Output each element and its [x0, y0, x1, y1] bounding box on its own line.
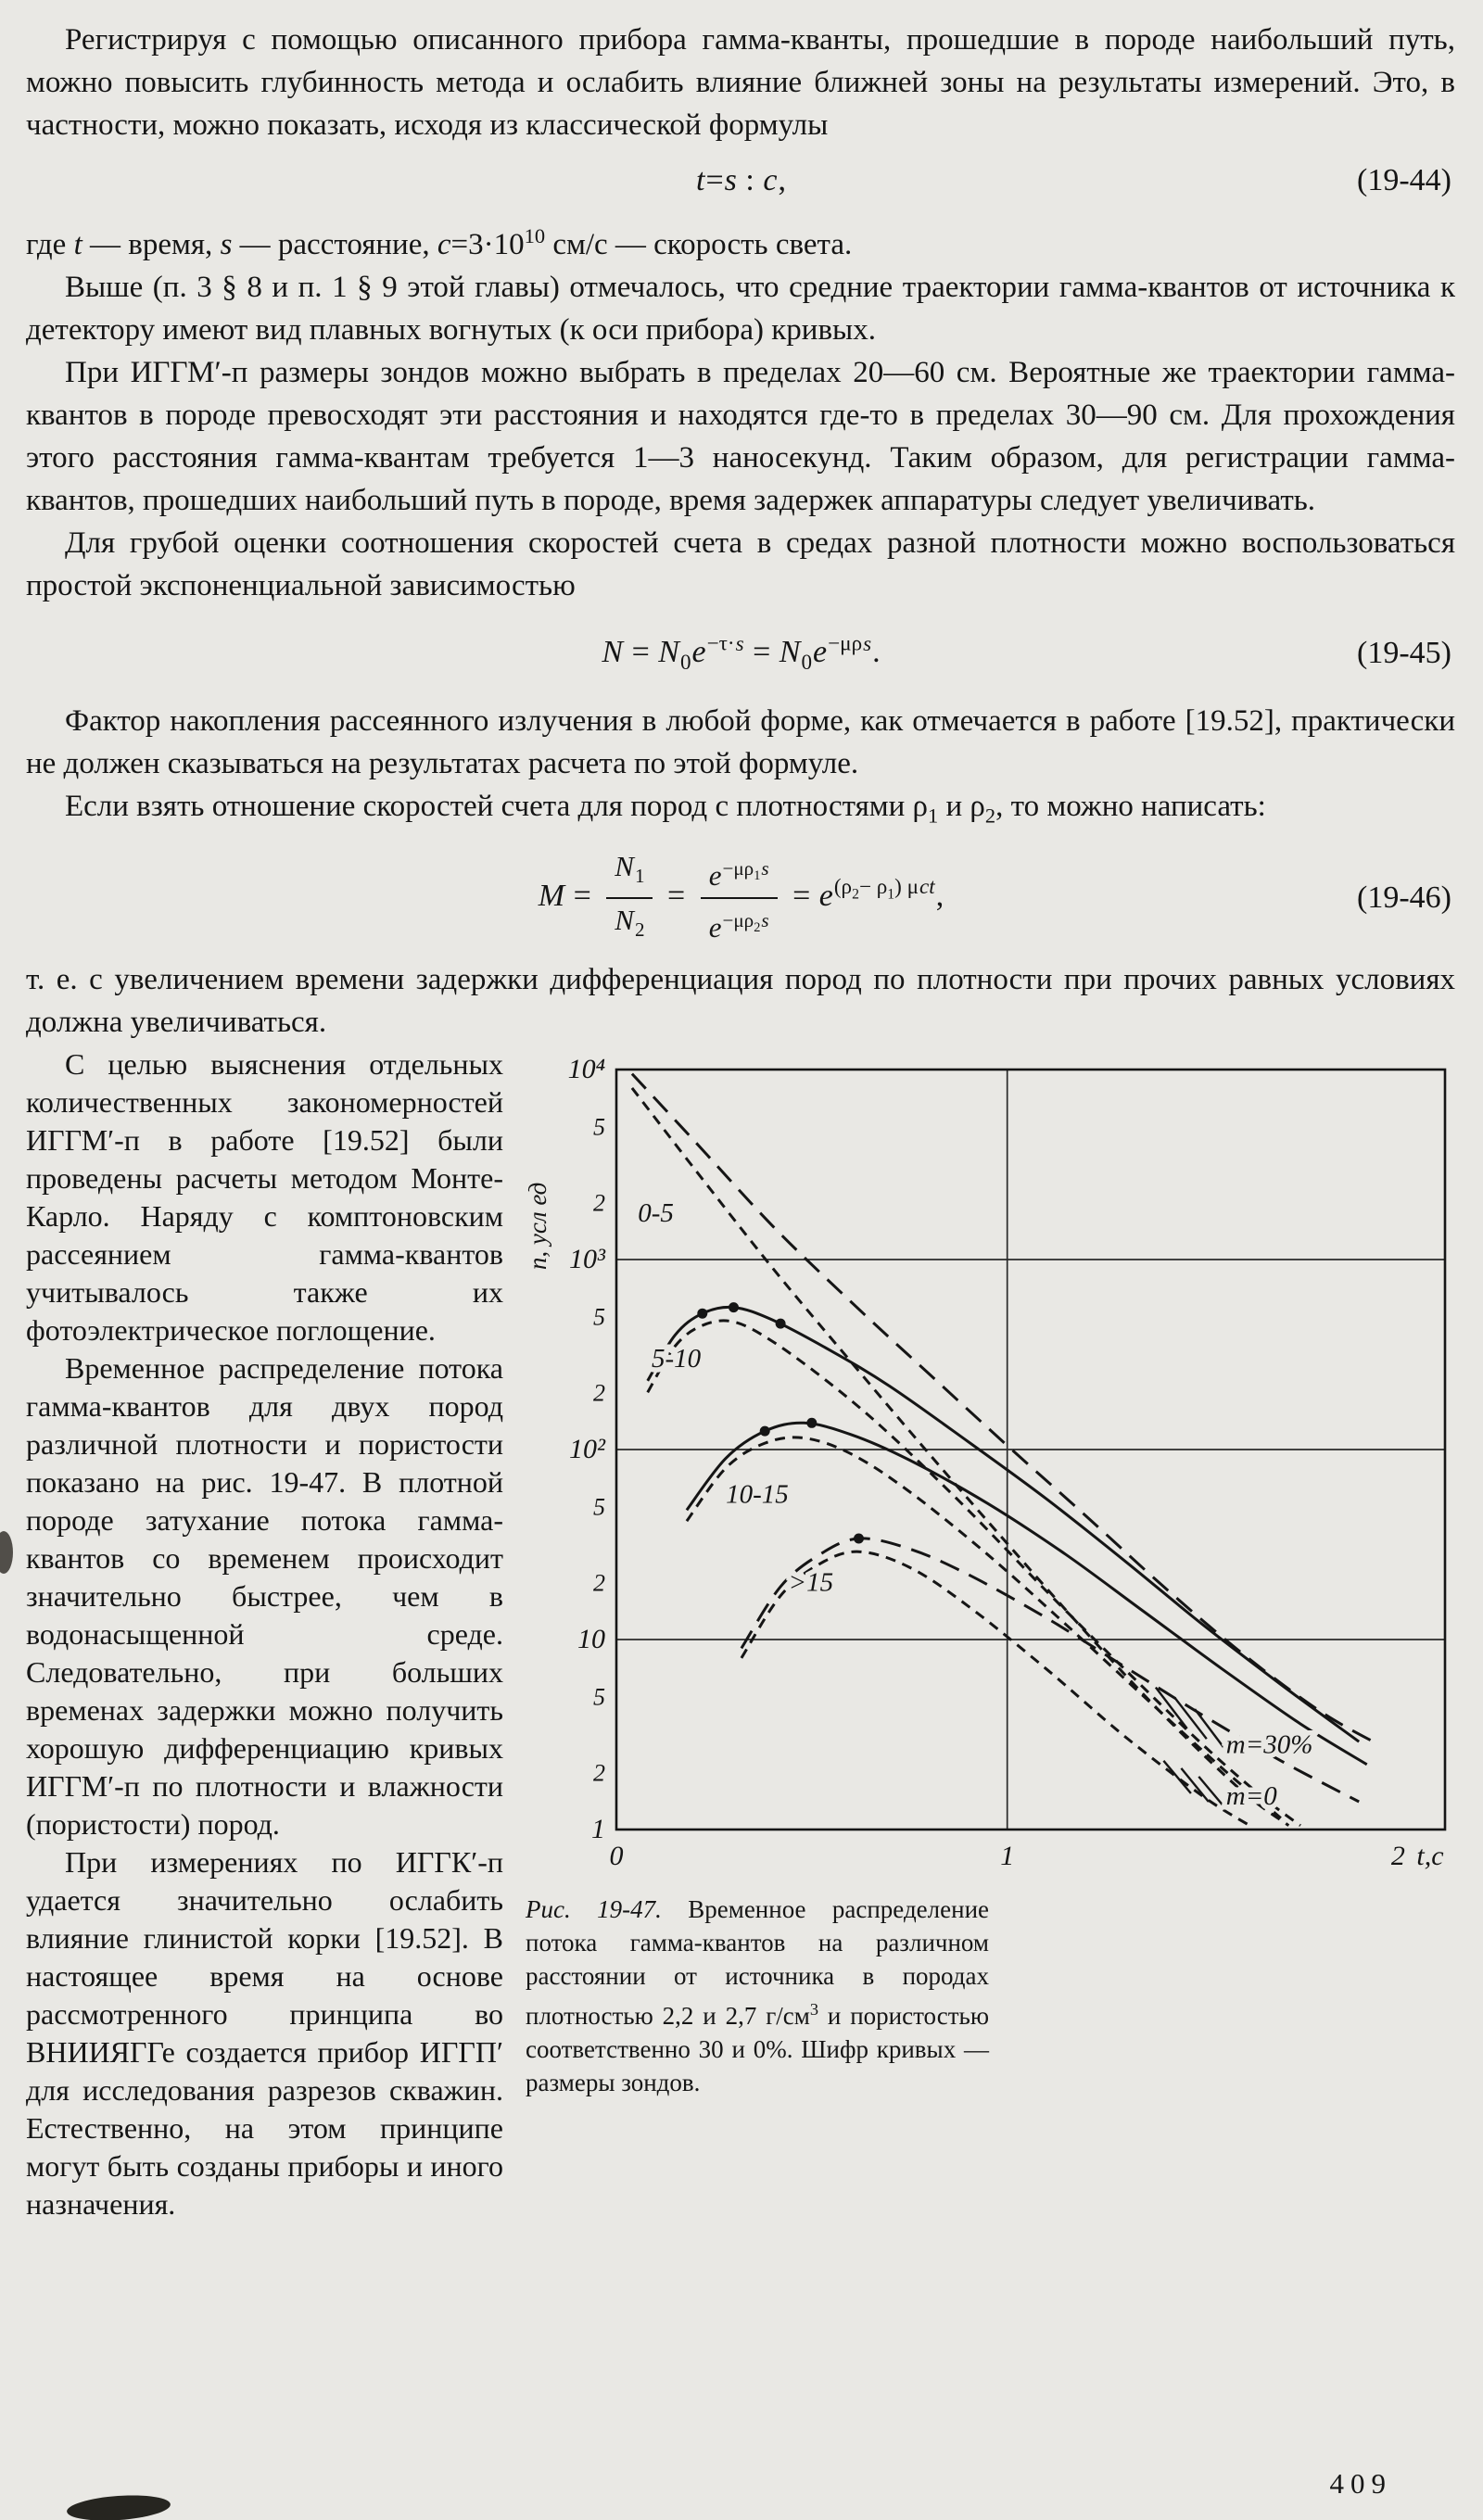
y-tick-label: 2 [593, 1569, 605, 1597]
paragraph-iggm: При ИГГМ′-п размеры зондов можно выбрать в пределах 20—60 см. Вероятные же траектории гамма-квантов в породе превосходят эти расстояния и находятся где-то в пределах 30—90 см. Для прохождения этого расстояния гамма-квантам требуется 1—3 наносекунд. Таким образом, для регистрации гамма-квантов, прошедших наибольший путь в породе, время задержек аппаратуры следует увеличивать. [26, 356, 1455, 517]
x-tick-label: 1 [1000, 1841, 1015, 1872]
y-tick-label: 2 [593, 1189, 605, 1217]
equation-19-46 [26, 849, 1455, 947]
curve-5-10-m=0 [648, 1321, 1300, 1826]
paragraph-estimate: Для грубой оценки соотношения скоростей счета в средах разной плотности можно воспользоваться простой экспоненциальной зависимостью [26, 526, 1455, 602]
scan-artifact [66, 2492, 171, 2520]
equation-19-44-number: (19-44) [1357, 163, 1451, 197]
data-point [806, 1418, 817, 1428]
two-column-section [26, 1045, 1455, 2223]
y-tick-label: 1 [591, 1814, 605, 1845]
y-tick-label: 10⁴ [567, 1054, 605, 1085]
y-tick-label: 10² [569, 1434, 605, 1465]
x-tick-label: 0 [609, 1841, 624, 1872]
data-point [697, 1309, 707, 1319]
y-tick-label: 5 [593, 1683, 605, 1711]
x-axis-title: t,c [1416, 1841, 1444, 1872]
curve->15-m=30% [742, 1539, 1359, 1802]
data-point [729, 1302, 739, 1312]
x-tick-label: 2 [1390, 1841, 1405, 1872]
curve-0-5-m=0 [632, 1088, 1288, 1826]
figure-caption: Рис. 19-47. Временное распределение потока гамма-квантов на различном расстоянии от источника в породах плотностью 2,2 и 2,7 $г/см^3$ и пористостью соответственно 30 и 0%. Шифр кривых — размеры зондов. [526, 1895, 990, 2097]
curve-label: >15 [788, 1567, 834, 1598]
data-point [854, 1534, 864, 1544]
curve-label: m=0 [1225, 1780, 1277, 1811]
figure-column [524, 1045, 1455, 2223]
paragraph-ratio: Если взять отношение скоростей счета для пород с плотностями $\rho_1$ и $\rho_2$, то можно написать: [65, 790, 1266, 828]
y-tick-label: 5 [593, 1303, 605, 1331]
page-number: 409 [1329, 2467, 1392, 2500]
equation-19-44-body: t=s : c, [696, 163, 786, 197]
scan-artifact-small [0, 1531, 13, 1574]
equation-19-46-number: (19-46) [1357, 880, 1451, 915]
equation-19-45 [26, 623, 1455, 684]
curve-5-10-m=30% [648, 1307, 1359, 1741]
curve-label: 5-10 [652, 1344, 702, 1374]
hatch-mark [1163, 1761, 1191, 1793]
curve-label: m=30% [1225, 1729, 1313, 1760]
paragraph-factor: Фактор накопления рассеянного излучения в любой форме, как отмечается в работе [19.52], практически не должен сказываться на результатах расчета по этой формуле. [26, 704, 1455, 781]
figure-19-47-chart [524, 1045, 1454, 1872]
equation-19-44 [26, 159, 1455, 202]
equation-19-45-body: $N = N_0e^{-\tau\cdot s} = N_0e^{-\mu\rho s}$. [602, 632, 881, 676]
curve-label: 0-5 [638, 1198, 674, 1229]
equation-19-46-body: M = $\frac{N_1}{N_2}$ = $\frac{e^{-\mu\rho_1s}}{e^{-\mu\rho_2s}}$ = $e^{(\rho_2- \rho_1) \mu ct}$, [538, 849, 944, 944]
y-tick-label: 10³ [569, 1244, 605, 1275]
paragraph-intro: Регистрируя с помощью описанного прибора гамма-кванты, прошедшие в породе наибольший путь, можно повысить глубинность метода и ослабить влияние ближней зоны на результаты измерений. Это, в частности, можно показать, исходя из классической формулы [26, 23, 1455, 142]
y-tick-label: 2 [593, 1379, 605, 1407]
y-tick-label: 5 [593, 1493, 605, 1521]
data-point [760, 1426, 770, 1437]
y-tick-label: 2 [593, 1759, 605, 1787]
paragraph-montecarlo: С целью выяснения отдельных количественных закономерностей ИГГМ′-п в работе [19.52] были проведены расчеты методом Монте-Карло. Наряду с комптоновским рассеянием гамма-квантов учитывалось также их фотоэлектрическое поглощение. [26, 1047, 503, 1348]
y-axis-title: n, усл ед [524, 1182, 551, 1271]
paragraph-where: где t — время, s — расстояние, $с=3\cdot 10^{10}$ см/с — скорость света. [26, 224, 853, 261]
curve-label: 10-15 [726, 1479, 789, 1510]
paragraph-conclusion: т. е. с увеличением времени задержки дифференциация пород по плотности при прочих равных условиях должна увеличиваться. [26, 963, 1455, 1040]
equation-19-45-number: (19-45) [1357, 636, 1451, 671]
paragraph-time-distribution: Временное распределение потока гамма-квантов для двух пород различной плотности и пористости показано на рис. 19-47. В плотной породе затухание потока гамма-квантов со временем происходит значительно быстрее, чем в водонасыщенной среде. Следовательно, при больших временах задержки можно получить хорошую дифференциацию кривых ИГГМ′-п по плотности и влажности (пористости) пород. [26, 1351, 503, 1842]
text-column [26, 1045, 503, 2223]
data-point [776, 1319, 786, 1329]
y-tick-label: 10 [577, 1624, 605, 1655]
paragraph-above: Выше (п. 3 § 8 и п. 1 § 9 этой главы) отмечалось, что средние траектории гамма-квантов от источника к детектору имеют вид плавных вогнутых (к оси прибора) кривых. [26, 271, 1455, 347]
y-tick-label: 5 [593, 1113, 605, 1141]
paragraph-iggk: При измерениях по ИГГК′-п удается значительно ослабить влияние глинистой корки [19.52]. В настоящее время на основе рассмотренного принципа во ВНИИЯГГе создается прибор ИГГП′ для исследования разрезов скважин. Естественно, на этом принципе могут быть созданы приборы и иного назначения. [26, 1845, 503, 2222]
